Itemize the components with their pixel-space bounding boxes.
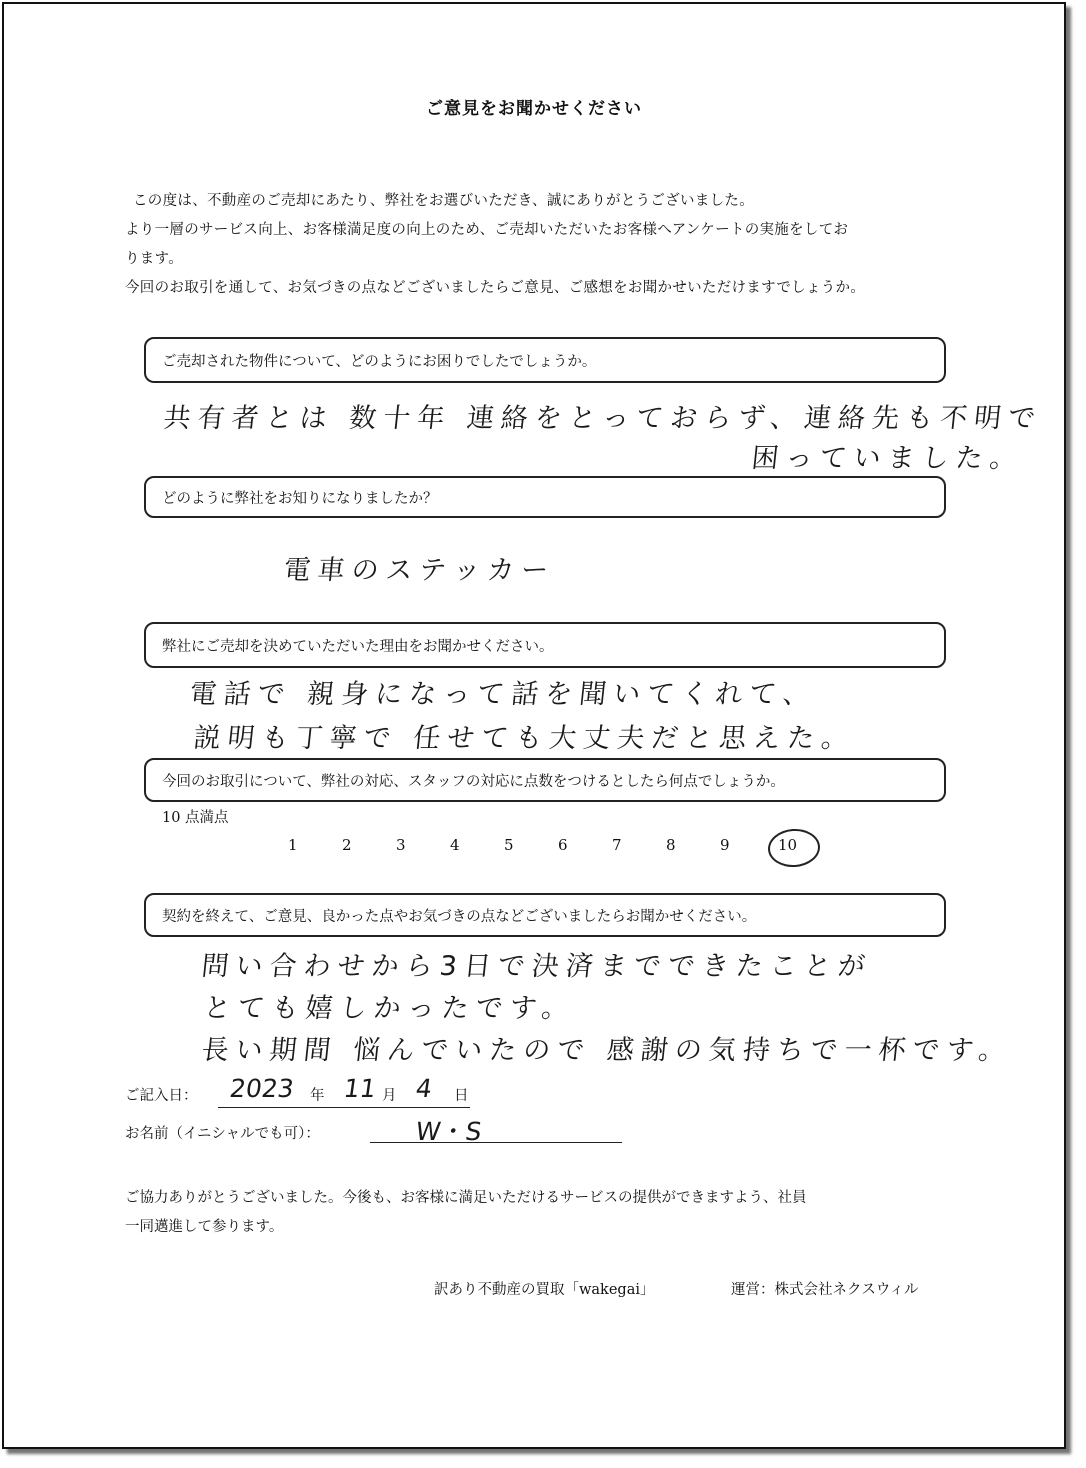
question-box-2: どのように弊社をお知りになりましたか？ (144, 476, 946, 518)
closing-line: ご協力ありがとうございました。今後も、お客様に満足いただけるサービスの提供ができますよう、社員 (125, 1190, 807, 1206)
answer-1-line-1: 共有者とは 数十年 連絡をとっておらず、連絡先も不明で (162, 403, 1044, 434)
name-underline (370, 1142, 622, 1143)
scale-option: 3 (396, 836, 406, 854)
scale-label: 10 点満点 (162, 810, 229, 826)
selected-score-circle (767, 827, 822, 869)
answer-3-line-2: 説明も丁寧で 任せても大丈夫だと思えた。 (192, 723, 857, 754)
date-day: 4 (413, 1074, 434, 1103)
page-title: ご意見をお聞かせください (426, 99, 642, 119)
day-unit: 日 (454, 1088, 469, 1104)
survey-sheet (2, 2, 1066, 1449)
question-box-3: 弊社にご売却を決めていただいた理由をお聞かせください。 (144, 622, 946, 668)
date-underline (218, 1107, 470, 1108)
date-month: 11 (341, 1074, 378, 1103)
scale-option: 9 (720, 836, 730, 854)
answer-5-line-2: とても嬉しかったです。 (202, 993, 578, 1024)
closing-text (125, 1184, 985, 1242)
footer-operator: 運営：株式会社ネクスウィル (731, 1282, 919, 1298)
intro-line: この度は、不動産のご売却にあたり、弊社をお選びいただき、誠にありがとうございました。 (133, 193, 755, 209)
month-unit: 月 (382, 1088, 397, 1104)
intro-line: より一層のサービス向上、お客様満足度の向上のため、ご売却いただいたお客様へアンケートの実施をしてお (125, 222, 849, 238)
scale-option: 1 (288, 836, 298, 854)
year-unit: 年 (310, 1088, 325, 1104)
answer-5-line-3: 長い期間 悩んでいたので 感謝の気持ちで一杯です。 (200, 1035, 1015, 1066)
footer-service: 訳あり不動産の買取「wakegai」 (434, 1282, 655, 1298)
question-box-1: ご売却された物件について、どのようにお困りでしたでしょうか。 (144, 337, 946, 383)
closing-line: 一同邁進して参ります。 (125, 1219, 284, 1235)
answer-5-line-1: 問い合わせから3日で決済までできたことが (200, 951, 874, 982)
answer-1-line-2: 困っていました。 (750, 443, 1026, 474)
scale-option: 8 (666, 836, 676, 854)
intro-line: 今回のお取引を通して、お気づきの点などございましたらご意見、ご感想をお聞かせいただけますでしょうか。 (125, 280, 866, 296)
answer-3-line-1: 電話で 親身になって話を聞いてくれて、 (188, 679, 819, 710)
name-value: W・S (413, 1117, 484, 1146)
question-box-4: 今回のお取引について、弊社の対応、スタッフの対応に点数をつけるとしたら何点でしょうか。 (144, 758, 946, 802)
scale-option: 2 (342, 836, 352, 854)
scale-option: 6 (558, 836, 568, 854)
scale-option-selected: 10 (778, 836, 798, 854)
date-year: 2023 (227, 1074, 296, 1103)
scale-option: 5 (504, 836, 514, 854)
answer-2-line-1: 電車のステッカー (282, 555, 557, 586)
date-label: ご記入日： (125, 1088, 198, 1104)
intro-line: ります。 (125, 251, 184, 267)
scale-option: 7 (612, 836, 622, 854)
name-label: お名前（イニシャルでも可）： (125, 1126, 320, 1142)
question-box-5: 契約を終えて、ご意見、良かった点やお気づきの点などございましたらお聞かせください。 (144, 893, 946, 937)
intro-text (125, 187, 985, 303)
scale-option: 4 (450, 836, 460, 854)
